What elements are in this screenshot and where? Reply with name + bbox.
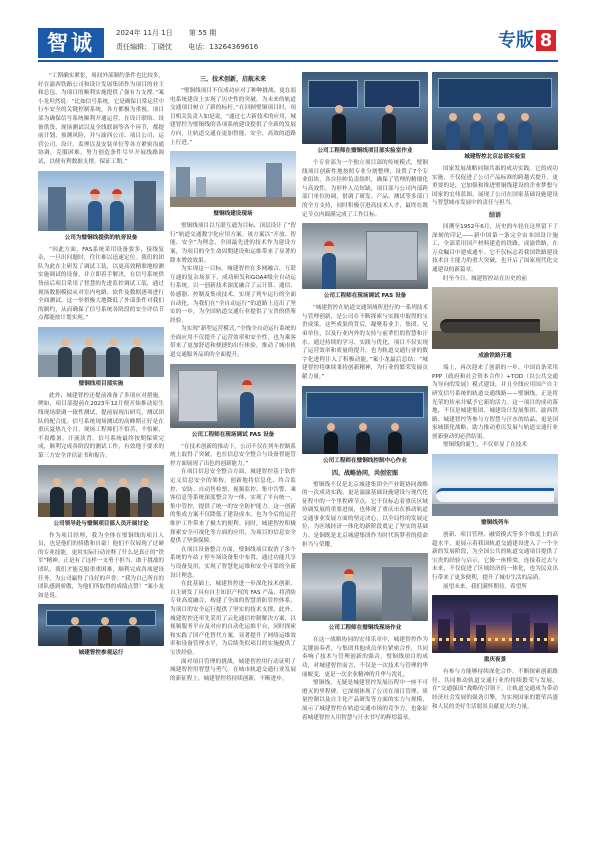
article-paragraph: 作为项目经理，我为全体在璧铜线的项目人员，也是他们的骄傲和自豪！他们不仅展现了过硬的专业技能，更用实际行动诠释了什么是真正的“铁军”精神。正是有了这样一支勇于担当、敢于挑战的团队，我们才能克服重重困难，顺利完成各项建设任务，为公司赢得了良好的声誉。“我为自己所在的团队感到骄傲，为他们所取得的成绩点赞！”案小龙如是说。 xyxy=(38,532,164,599)
article-paragraph: 在项目设备整合方面，璧铜线项目取消了多个系统的车站 / 停车场设备集中布置，通过功能共享与设备复用，实现了智慧化运维和安全可靠的全新设计理念。 xyxy=(170,546,296,579)
photo-operations-visit xyxy=(38,604,164,646)
photo-chengyu-railway xyxy=(432,287,558,349)
edition-label: 专版 xyxy=(498,30,534,51)
issue-number: 第 55 期 xyxy=(188,29,217,37)
article-paragraph: 在这一战略协同的宏伟乐章中，城建智控作为关键演奏者，与集团其他成员单位紧密合作，共同奏响了技术与管理创新的强音。璧铜线项目的成功，对城建智控而言，不仅是一次技术与管理的华丽蜕变，更是一次企业精神的升华与洗礼。 xyxy=(302,637,428,678)
article-paragraph: 此外，城建智控还提前准备了多项应对措施。例如，项目部提前在2023年12月便开始推动原生线现场联调一致性测试，提前展现出研究、测试团队的配合度。信号系统现场测试的高峰期正好是在重庆夏热九个月，现场工程师们不怕苦，不怕累，不畏酷暑，汗流浃背，信号系统最终按期保质完成，顺利完成各阶段的测试工作，有效地于要求的第三方安全评估证书和报告。 xyxy=(38,392,164,460)
edition-number: 8 xyxy=(536,30,556,51)
article-paragraph: 时至今日，城建智控站在历史的前 xyxy=(443,275,527,282)
photo-caption: 成渝铁路开通 xyxy=(478,353,512,360)
column-3 xyxy=(302,72,428,722)
column-1 xyxy=(38,72,164,661)
photo-control-center xyxy=(302,386,428,454)
editor-phone: 电话：13264369616 xyxy=(188,43,259,51)
article-paragraph: 端上，再次迎来了创新的一步。中国首条采用PPP（政府和社会资本合作）+TOD（以公共交通为导向的发展）模式建设，并且全线应用国产自主研发信号系统的轨道交通线路——璧铜线，正是将光荣的传承并赋予它新的活力。这一项目的成功落地，不仅是城建集团、城建设计发展集团、渝西铁路、城建智控等参与方智慧与汗水的结晶，更是国家城镇化战略、助力推动重庆发展与轨道交通行业创新驱动的必然结果。 xyxy=(432,365,558,440)
photo-construction-site xyxy=(170,151,296,207)
photo-lab-work xyxy=(302,72,428,144)
article-paragraph: 在此基础上，城建智控进一步深化技术创新，自主研发了具有自主知识产权的 FAS 产品，将消防专业高度融合，构建了全面的智慧消防管控体系，为项目的安全运行提供了坚实的技术支撑。此外，城建智控还率先采用了云化通信控制解决方案，以视频服务平台及对应的自动化运维平台，同时探索和实践了国产化替代方案，显著提升了网络运维效率和设备管理水平，为后续类似项目的实施提供了宝贵经验。 xyxy=(170,581,296,656)
article-paragraph: 有参与方能够持续深化合作，不断探索创新路径，共同推动轨道交通行业的持续繁荣与发展。在“交通强国”战略的引领下，让轨道交通成为带动经济社会发展的强劲引擎，为实现国家的繁荣昌盛和人民的美好生活愿景贡献更大的力量。 xyxy=(432,669,558,710)
photo-caption: 重庆夜景 xyxy=(483,657,507,664)
page-header xyxy=(0,0,600,66)
photo-project-team xyxy=(38,327,164,377)
photo-trackside-equipment xyxy=(38,171,164,231)
article-paragraph: 个专业部为一个独立项目部的传统模式，璧铜线项目创新性地按照专业分割整理，设置了7个专业组块，各自挂帅负责组织，确保了管理的精细化与高效性。为形朴人员短缺，项目部与公司内部跨部门单位协调，借调了研发、产品、测试等多部门的全方支持，同时积极引进高技术人才，最终在既定节点内圆满完成了工作目标。 xyxy=(302,160,428,218)
article-paragraph: 为实现这一目标，城建智控在多网融合、互联互通的复杂场景下，成功研发和GOA4级全自动运行系统，以一创新技术深度融合了云计算、通信、传感器、控制及集成技术，实现了列车运行的全面自动化，为我们在“全自动运行”的道路上迈出了坚实的一步，为全国轨道交通行业提供了宝贵的借鉴经验。 xyxy=(170,266,296,324)
article-paragraph: 展望未来，我们满怀期待，希望所 xyxy=(443,583,527,590)
photo-caption: 璧铜线建设现场 xyxy=(213,211,253,218)
photo-caption: 璧铜线项目部实施 xyxy=(78,380,124,387)
article-paragraph: “璧铜线项目不仅成功应对了种种挑战，更在弱电系统建设上实现了历史性的突破。为未来的轨道交通项目树立了新的标杆。”在回顾璧铜项目时，项目相关负责人如是说。“通过七大新技术的应用，城建智控为璧铜线的各项系统建设提供了全新的发展方向，让轨道交通在更加智能、安全、高效的道路上行进。” xyxy=(170,88,296,146)
section-heading: 三、技术创新，启航未来 xyxy=(199,76,266,83)
section-heading: 四、战略协同，共创宏图 xyxy=(331,469,398,477)
issue-date: 2024年 11月 1日 xyxy=(116,29,173,37)
column-2 xyxy=(170,72,296,683)
edition-badge xyxy=(498,26,556,56)
article-paragraph: 为实现“新型运营模式，”全线全自动运行系统的全面应用不仅提升了运营效率和安全性，也为乘客带来了更加舒适和便捷的出行体验，推动了城市轨道交通服务品质的全面提升。 xyxy=(170,326,296,359)
column-4 xyxy=(432,72,558,711)
editor-meta xyxy=(116,42,272,52)
issue-meta xyxy=(116,28,230,38)
photo-fas-onsite xyxy=(302,223,428,289)
article-paragraph: 回溯至1952年6月，历史的车轮在这里留下了深刻的印记——新中国第一条完全由本国设计施工，全部采用国产材料建造的铁路，成渝铁路，在万众瞩目中建成通车。它不仅标志着我国铁路建设技术自主能力的重大突破，也开启了国家现代化交通建设的新篇章。 xyxy=(432,223,558,273)
article-paragraph: 国家发展战略同频共振的成功实践。它的成功实施，不仅促进了公司产品标准的跨越式提升，更重要的是，它加强和推进璧铜线建设的企业梦想与国家的宏伟蓝图。展现了公司在国家基础设施建设与智慧城市发展中的责任与担当。 xyxy=(432,166,558,207)
article-paragraph: 璧铜线项目以互联互通为目标，顶层设计了“智行”轨道交通数字化应用方案。该方案以“开放、智能、安全”为理念，全国最先进的技术作为建设方案，为项目的全生命周期建设和运维带来了显著的降本增效效果。 xyxy=(170,223,296,264)
photo-field-work xyxy=(302,553,428,621)
photo-caption: 公司工程师在璧铜线项目部实验室作业 xyxy=(317,148,413,154)
photo-caption: 公司工程师在现场调试 FAS 设备 xyxy=(191,431,275,438)
article-paragraph: “因此方面，FAS系统采用设备要多，接线复杂，一旦出问题时，往往难以迅速定位。我们的团队为此在主研发了调试工装，以更高效精准地检测实施调试的设备，并立即着手解决。在信号系统供货前后项目采用了智慧的先进监控调试工装，通过现场数据模拟从对室内电路、软件及数据逐项进行全面测试。这一举措极大地降低了外部条件对我们的制约，从而确保了信号系统各阶段的安全评估节点都能按计划实现。” xyxy=(38,246,164,322)
header-divider xyxy=(38,60,558,62)
article-paragraph: 在项目信息安全整合方面，城建智控基于软件定义信息安全的架构，创新地将信息化、终合监控、安防、自动售检票、视频监控、集中告警、乘客信息等系统深度整合为一体，实现了平台统一、集中管控，提供了统一的安全防护能力。这一创新的集成方案不仅降低了建设成本，也为今后的运营维护工作带来了极大的便利。同时，城建智控积极探索安全可视化等方面的应用，为项目的信息安全提供了坚强保障。 xyxy=(170,469,296,545)
photo-leadership-discussion xyxy=(38,465,164,517)
photo-chongqing-night xyxy=(432,595,558,653)
photo-beijing-lab xyxy=(432,72,558,150)
photo-caption: 公司领导赴与璧铜项目部人员开展讨论 xyxy=(53,520,149,527)
article-paragraph: “在技术创新的推动下，公司不仅在列车控制系统上取得了突破，也在信息安全整合与设备智能管控方面展现了出色的创新能力。” xyxy=(170,443,296,467)
photo-caption: 公司工程师在璧铜线控制中心作业 xyxy=(323,457,407,464)
photo-caption: 璧铜线列车 xyxy=(481,520,509,527)
article-paragraph: “工期确实紧张，周间外部制约条件也比较多，好在渝西铁路公司和设计发展集团作为项目的业主和总包，为项目的顺利实施提供了强有力支撑。”案小龙坦然说：“比如信号系统，它是确保日常运营中行车安全的关键控制系统，各方都极为重视。项目部为确保信号系统顺利开通运营，在设计联络、设备供货、现场测试以及全线联调等各个环节，都提前计划、预测风险，并与渝西公司、项目公司、运营公司、设计、监理以及安装单位等各方紧密沟通协调，克服困难，努力创造条件尽早开展线路调试，以便有利数据支撑，保证工期。” xyxy=(38,73,164,165)
photo-caption: 公司工程师在璧铜线现场作业 xyxy=(328,625,402,632)
photo-caption: 公司为璧铜线提供的轨旁设备 xyxy=(64,234,138,241)
section-heading: 结语 xyxy=(488,211,501,219)
article-paragraph: “城建智控在轨道交通领域所进行的一系列技术与管理创新，是公司在不断探索与实践中取得的宝贵成果。这些成果的背后，凝聚着业主、集团、兄弟单位，以及行业内外的支持与前辈们的智慧和汗水。通过持续的学习、实践与优化，项目不仅实现了运营效率和质量的提升，也为轨道交通行业的数字化进程注入了积极动能。”案小龙最后总结：“城建智控将继续秉持创新精神，为行业的繁荣发展贡献力量。” xyxy=(302,305,428,380)
editor-name: 责任编辑：丁晓忱 xyxy=(116,43,172,51)
newspaper-logo: 智诚 xyxy=(38,28,104,58)
photo-fas-debugging xyxy=(170,364,296,428)
photo-bitong-train xyxy=(432,454,558,516)
article-paragraph: 璧铜线的诞生，不仅彰显了在技术 xyxy=(443,442,527,449)
article-paragraph: 面对项目管理的挑战，城建智控用行动证明了城建智控用智慧与勇气。在城市轨道交通行业发展的新征程上，城建智控将持续创新，不断进步。 xyxy=(170,658,296,682)
article-paragraph: 创新、项目管理、融资模式等多个维度上的高超水平，更展示着我国轨道交通建设进入了一个全新的发展阶段，为全国公共的轨道交通项目提供了宝贵的经验与启示，它像一座桥梁，连接着过去与未来，不仅促进了区域经济的一体化，也为民众出行带来了更多便利，提升了城市生活的品质。 xyxy=(432,532,558,582)
photo-caption: 城建智控北京总部实验室 xyxy=(464,154,526,160)
article-paragraph: 璧铜线不仅是北京城建集团全产业链协同战略的一次成功实践，更是渝渝基础设施建设与现代化征程中的一个里程碑节点。它不仅标志着重庆区域协调发展的重要进展，也体现了重庆市在推动轨道交通事业发展方面的坚定决心，以全局性的发展定位，为区域经济一体化的新阶段奠定了坚实的基础力。是铜既是北京城建集团作为时代筑梦者的使命担当与荣耀。 xyxy=(302,481,428,548)
article-paragraph: 璧铜线，无疑是城建智控发展历程中一座不可磨灭的里程碑。它深刻体现了公司在项目管理、质量控制以及自主化产品研发等方面的实力与规模，展示了城建智控在轨道交通市场的竞争力，也象征着城建智控人用智慧与汗水书写的辉煌篇章。 xyxy=(302,680,428,721)
photo-caption: 城建智控参观运行 xyxy=(78,650,124,657)
photo-caption: 公司工程师在现场调试 FAS 设备 xyxy=(323,293,407,300)
